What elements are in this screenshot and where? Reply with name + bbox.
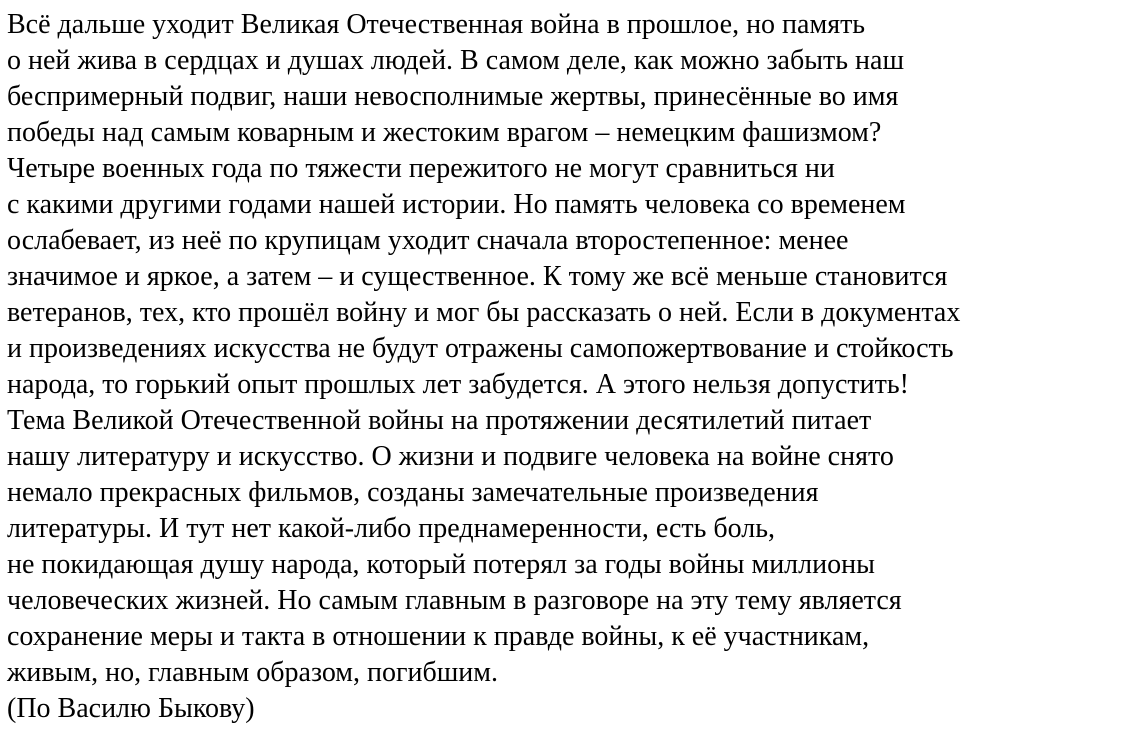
text-line: немало прекрасных фильмов, созданы замечательные произведения <box>7 477 819 508</box>
text-line: ветеранов, тех, кто прошёл войну и мог бы рассказать о ней. Если в документах <box>7 297 961 328</box>
text-line: беспримерный подвиг, наши невосполнимые жертвы, принесённые во имя <box>7 81 899 112</box>
document-text <box>7 7 1140 727</box>
text-line: ослабевает, из неё по крупицам уходит сначала второстепенное: менее <box>7 225 849 256</box>
author-attribution: (По Василю Быкову) <box>7 693 255 724</box>
text-line: победы над самым коварным и жестоким врагом – немецким фашизмом? <box>7 117 882 148</box>
text-line: о ней жива в сердцах и душах людей. В самом деле, как можно забыть наш <box>7 45 904 76</box>
text-line: живым, но, главным образом, погибшим. <box>7 657 498 688</box>
text-line: не покидающая душу народа, который потерял за годы войны миллионы <box>7 549 875 580</box>
text-line: литературы. И тут нет какой-либо преднамеренности, есть боль, <box>7 513 776 544</box>
text-line: Всё дальше уходит Великая Отечественная война в прошлое, но память <box>7 9 866 40</box>
text-line: Тема Великой Отечественной войны на протяжении десятилетий питает <box>7 405 872 436</box>
text-line: человеческих жизней. Но самым главным в разговоре на эту тему является <box>7 585 902 616</box>
text-line: Четыре военных года по тяжести пережитого не могут сравниться ни <box>7 153 835 184</box>
text-line: и произведениях искусства не будут отражены самопожертвование и стойкость <box>7 333 954 364</box>
text-line: народа, то горький опыт прошлых лет забудется. А этого нельзя допустить! <box>7 369 909 400</box>
text-line: с какими другими годами нашей истории. Но память человека со временем <box>7 189 906 220</box>
text-line: нашу литературу и искусство. О жизни и подвиге человека на войне снято <box>7 441 894 472</box>
text-line: сохранение меры и такта в отношении к правде войны, к её участникам, <box>7 621 870 652</box>
text-line: значимое и яркое, а затем – и существенное. К тому же всё меньше становится <box>7 261 948 292</box>
